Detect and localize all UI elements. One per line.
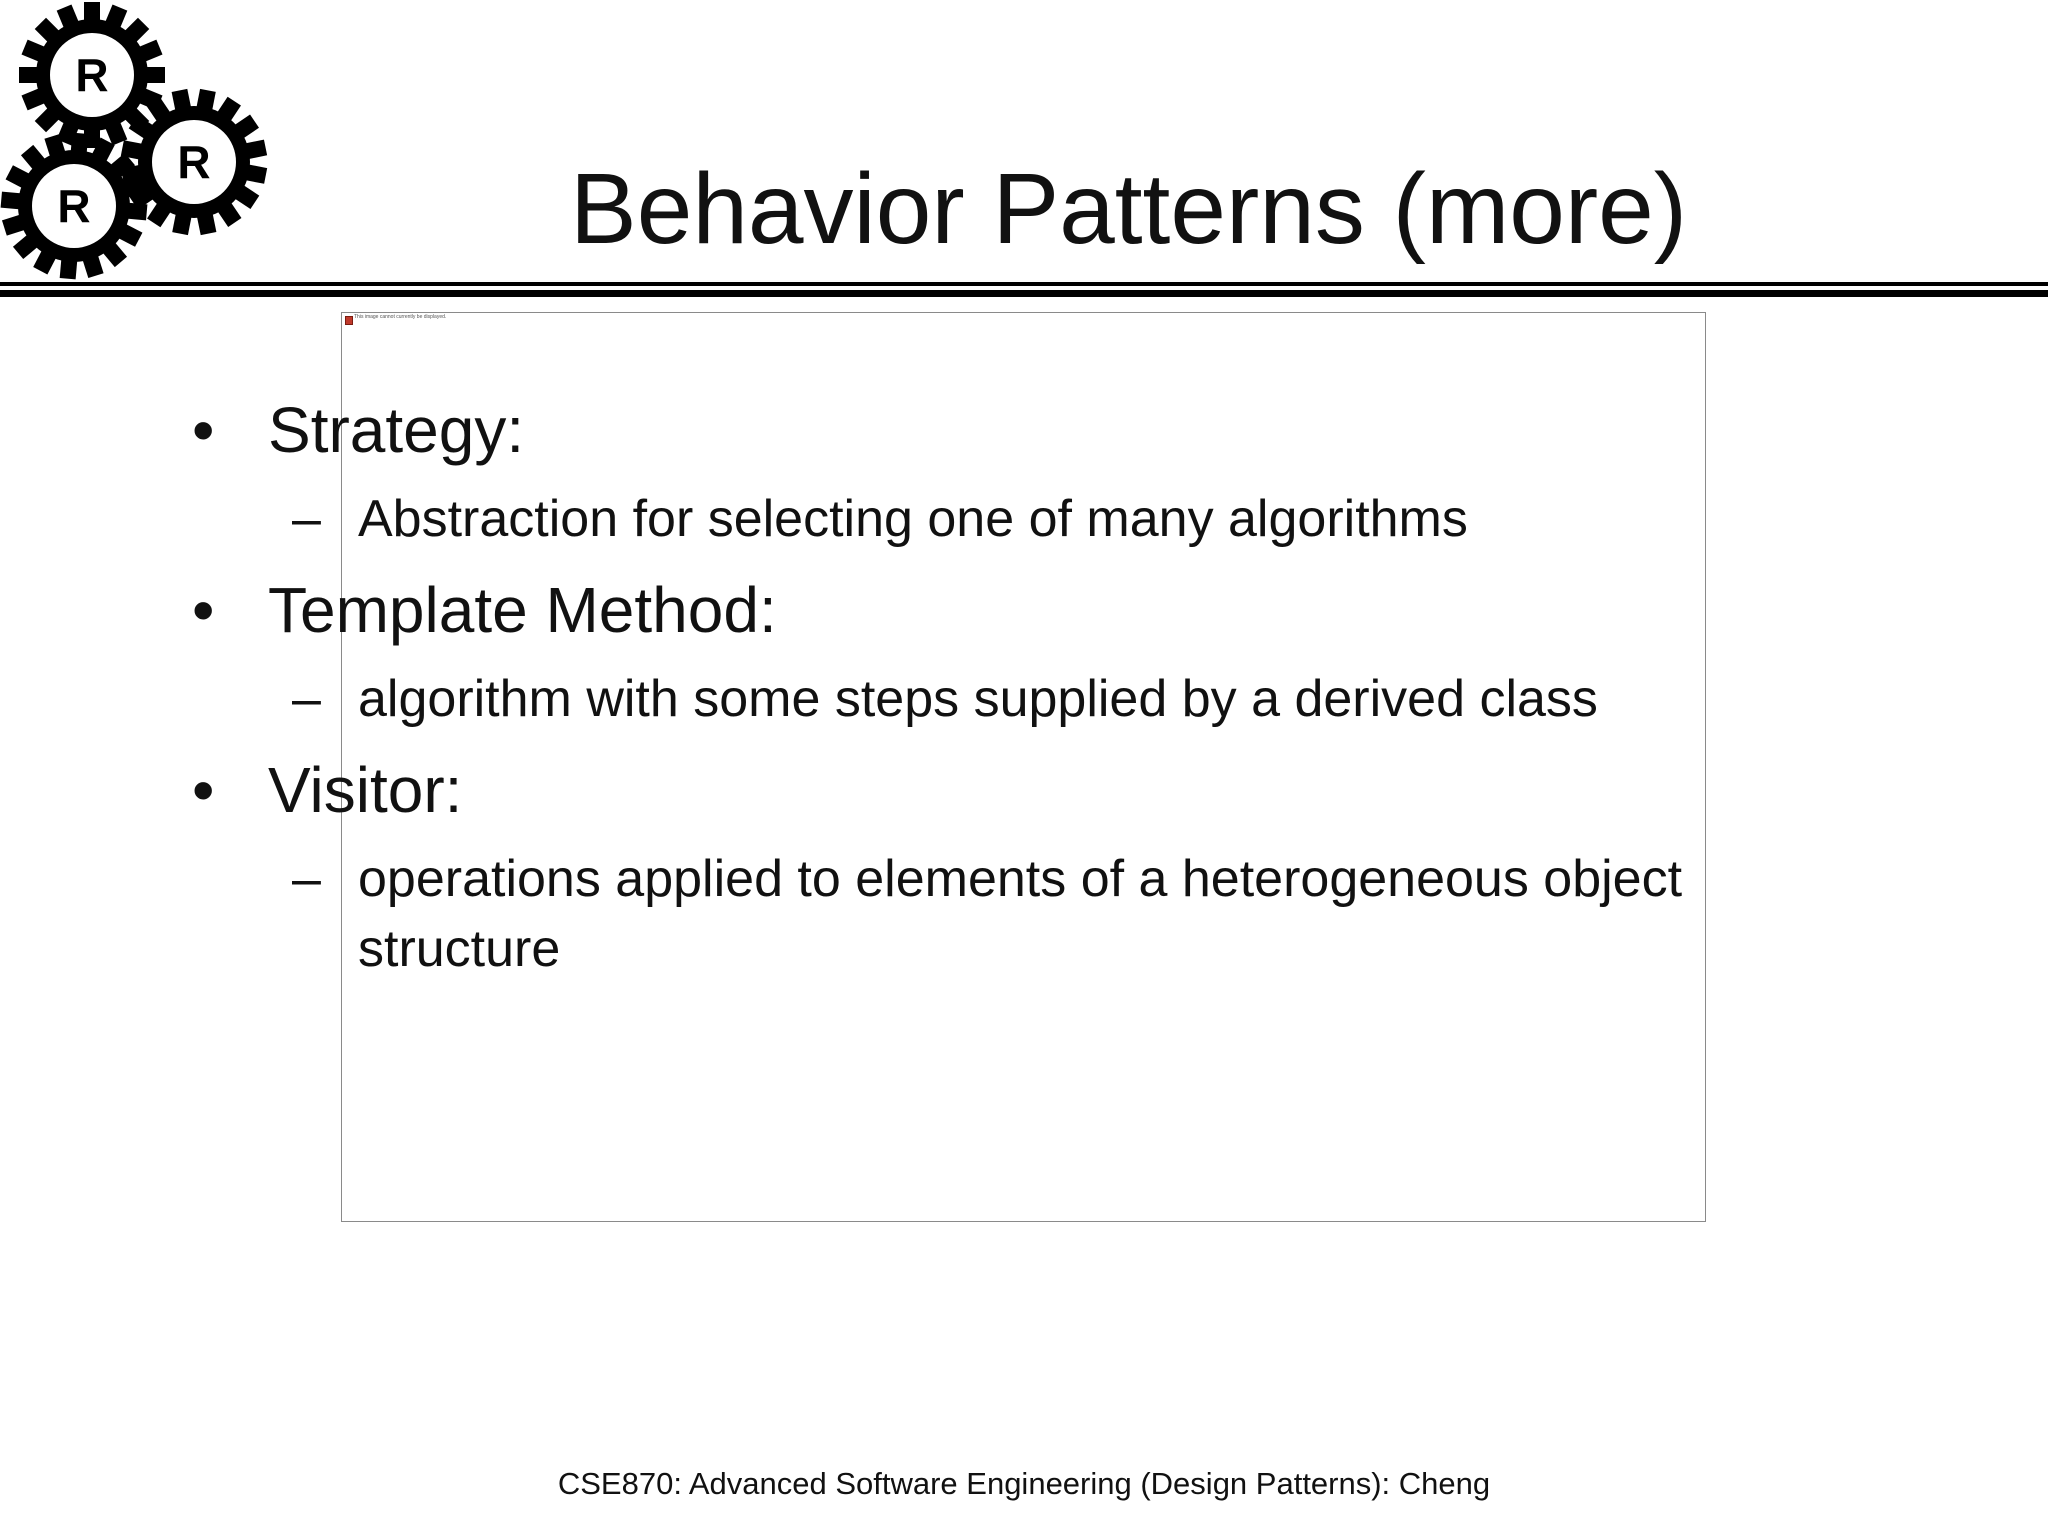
slide-title: Behavior Patterns (more): [570, 153, 1688, 265]
logo-letter: R: [57, 180, 91, 232]
sub-bullet-marker: –: [292, 490, 321, 548]
broken-image-caption: This image cannot currently be displayed.: [354, 314, 447, 320]
bullet-marker: •: [192, 574, 215, 646]
slide-footer: CSE870: Advanced Software Engineering (Design Patterns): Cheng: [557, 1466, 1491, 1501]
logo-letter: R: [75, 49, 109, 101]
sub-bullet-text: Abstraction for selecting one of many algorithms: [358, 490, 1468, 548]
bullet-marker: •: [192, 754, 215, 826]
bullet-heading: Template Method:: [268, 574, 777, 646]
logo-letter: R: [177, 136, 211, 188]
bullet-marker: •: [192, 394, 215, 466]
bullet-heading: Visitor:: [268, 754, 463, 826]
sub-bullet-text: algorithm with some steps supplied by a derived class: [358, 670, 1598, 728]
sub-bullet-marker: –: [292, 850, 321, 908]
sub-bullet-marker: –: [292, 670, 321, 728]
bullet-heading: Strategy:: [268, 394, 525, 466]
sub-bullet-text: operations applied to elements of a heterogeneous object structure: [358, 850, 1683, 978]
